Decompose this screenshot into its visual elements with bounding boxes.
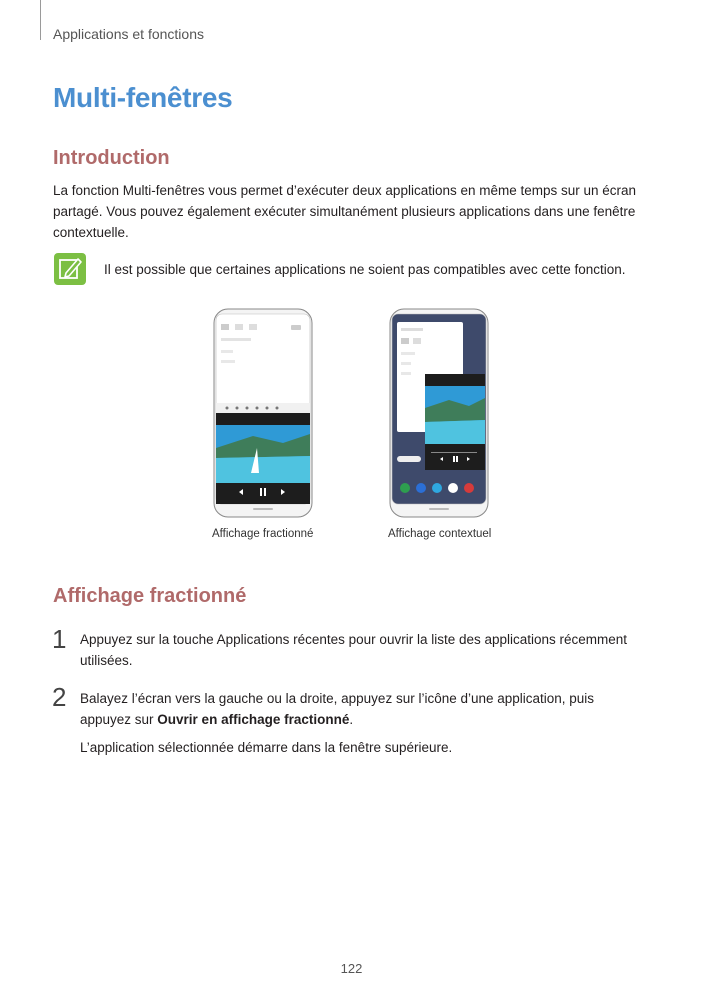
page-title: Multi-fenêtres: [53, 82, 233, 113]
header-divider: [40, 0, 41, 40]
running-header: Applications et fonctions: [53, 26, 204, 42]
step-1-text: Appuyez sur la touche Applications récentes pour ouvrir la liste des applications récemment utilisées.: [80, 632, 628, 668]
page-number: 122: [340, 961, 363, 976]
note-pencil-icon: [54, 253, 86, 285]
introduction-paragraph: La fonction Multi-fenêtres vous permet d’exécuter deux applications en même temps sur un écran partagé. Vous pouvez également exécuter simultanément plusieurs applications dans une fenêtre contextuelle.: [53, 183, 637, 240]
split-view-heading: Affichage fractionné: [53, 585, 247, 607]
split-view-phone-illustration: [213, 308, 313, 518]
compatibility-note: Il est possible que certaines applications ne soient pas compatibles avec cette fonction.: [104, 262, 626, 277]
introduction-heading: Introduction: [53, 147, 170, 169]
popup-view-phone-illustration: [389, 308, 489, 518]
step-2-number: 2: [52, 682, 67, 712]
step-2-text-end: .: [349, 712, 354, 727]
step-2-note: L’application sélectionnée démarre dans la fenêtre supérieure.: [80, 740, 453, 755]
open-split-view-option: Ouvrir en affichage fractionné: [157, 712, 350, 727]
split-view-caption: Affichage fractionné: [212, 528, 314, 540]
popup-view-caption: Affichage contextuel: [388, 528, 492, 540]
step-1-number: 1: [52, 624, 67, 654]
step-2-text-start: Balayez l’écran vers la gauche ou la droite, appuyez sur l’icône d’une application, puis appuyez sur: [80, 691, 595, 727]
step-2-text: [80, 688, 640, 730]
